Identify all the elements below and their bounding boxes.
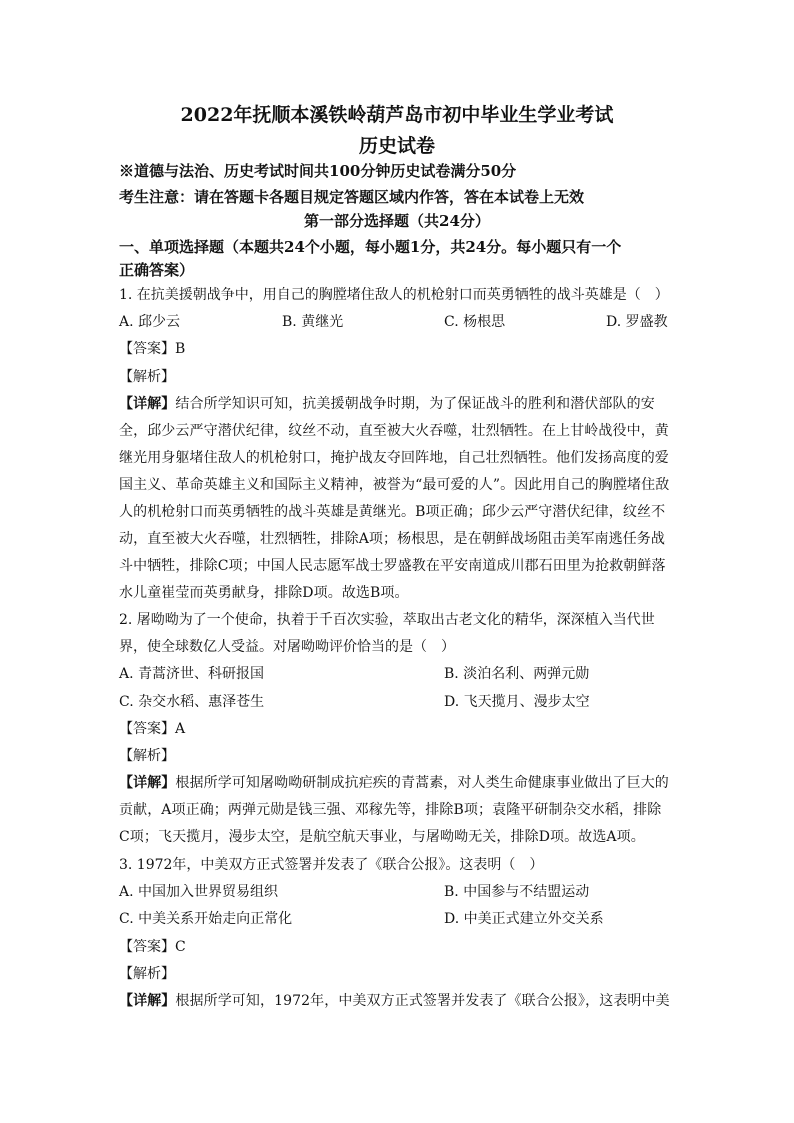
- exam-note-time: ※道德与法治、历史考试时间共100分钟历史试卷满分50分: [119, 162, 517, 180]
- q1-option-b: B. 黄继光: [282, 314, 344, 330]
- q1-detail-text: 结合所学知识可知，抗美援朝战争时期，为了保证战斗的胜利和潜伏部队的安: [175, 396, 655, 412]
- q1-detail-line: 人的机枪射口而英勇牺牲的战斗英雄是黄继光。B项正确；邱少云严守潜伏纪律，纹丝不: [119, 504, 666, 520]
- q1-detail-line: 国主义、革命英雄主义和国际主义精神，被誉为“最可爱的人”。因此用自己的胸膛堵住敌: [119, 477, 670, 493]
- q1-detail-line: 动，直至被大火吞噬，壮烈牺牲，排除A项；杨根思，是在朝鲜战场阻击美军南逃任务战: [119, 531, 666, 547]
- q2-option-a: A. 青蒿济世、科研报国: [119, 666, 265, 682]
- exam-title: 2022年抚顺本溪铁岭葫芦岛市初中毕业生学业考试: [180, 104, 614, 126]
- part-heading: 第一部分选择题（共24分）: [304, 212, 490, 230]
- q3-answer: 【答案】C: [119, 939, 186, 955]
- q2-detail-line: [119, 773, 679, 793]
- q3-option-a: A. 中国加入世界贸易组织: [119, 884, 279, 900]
- q3-detail-tag: 【详解】: [119, 993, 176, 1009]
- q1-analysis-label: 【解析】: [119, 369, 175, 385]
- q1-option-c: C. 杨根思: [444, 314, 506, 330]
- q3-detail-text: 根据所学可知，1972年，中美双方正式签署并发表了《联合公报》，这表明中美: [175, 993, 670, 1009]
- q3-option-d: D. 中美正式建立外交关系: [444, 911, 604, 927]
- q3-detail-line: [119, 991, 679, 1011]
- q3-option-b: B. 中国参与不结盟运动: [444, 884, 590, 900]
- q3-stem: 3. 1972年，中美双方正式签署并发表了《联合公报》。这表明（ ）: [119, 857, 544, 873]
- q2-detail-line: C项；飞天揽月，漫步太空，是航空航天事业，与屠呦呦无关，排除D项。故选A项。: [119, 829, 645, 845]
- q2-option-c: C. 杂交水稻、惠泽苍生: [119, 694, 265, 710]
- q1-stem: 1. 在抗美援朝战争中，用自己的胸膛堵住敌人的机枪射口而英勇牺牲的战斗英雄是（ ）: [119, 287, 669, 303]
- q1-answer: 【答案】B: [119, 341, 186, 357]
- exam-note-instructions: 考生注意：请在答题卡各题目规定答题区域内作答，答在本试卷上无效: [119, 188, 585, 206]
- q2-stem-line1: 2. 屠呦呦为了一个使命，执着于千百次实验，萃取出古老文化的精华，深深植入当代世: [119, 612, 655, 628]
- section-heading-line2: 正确答案）: [119, 261, 195, 279]
- exam-subtitle: 历史试卷: [358, 135, 435, 157]
- q1-detail-line: 水儿童崔莹而英勇献身，排除D项。故选B项。: [119, 585, 409, 601]
- q2-detail-tag: 【详解】: [119, 775, 176, 791]
- q3-option-c: C. 中美关系开始走向正常化: [119, 911, 293, 927]
- q2-answer: 【答案】A: [119, 721, 186, 737]
- q2-stem-line2: 界，使全球数亿人受益。对屠呦呦评价恰当的是（ ）: [119, 639, 455, 655]
- q1-option-d: D. 罗盛教: [606, 314, 668, 330]
- q2-detail-text: 根据所学可知屠呦呦研制成抗疟疾的青蒿素，对人类生命健康事业做出了巨大的: [175, 775, 669, 791]
- q3-analysis-label: 【解析】: [119, 966, 175, 982]
- q1-option-a: A. 邱少云: [119, 314, 181, 330]
- q1-detail-line: [119, 394, 679, 414]
- q2-option-b: B. 淡泊名利、两弹元勋: [444, 666, 590, 682]
- q1-detail-line: 全，邱少云严守潜伏纪律，纹丝不动，直至被大火吞噬，壮烈牺牲。在上甘岭战役中，黄: [119, 423, 669, 439]
- q1-detail-tag: 【详解】: [119, 396, 176, 412]
- q2-option-d: D. 飞天揽月、漫步太空: [444, 694, 590, 710]
- q2-analysis-label: 【解析】: [119, 748, 175, 764]
- q1-detail-line: 斗中牺牲，排除C项；中国人民志愿军战士罗盛教在平安南道成川郡石田里为抢救朝鲜落: [119, 558, 666, 574]
- section-heading-line1: 一、单项选择题（本题共24个小题，每小题1分，共24分。每小题只有一个: [119, 238, 622, 256]
- q1-detail-line: 继光用身躯堵住敌人的机枪射口，掩护战友夺回阵地，自己壮烈牺牲。他们发扬高度的爱: [119, 450, 669, 466]
- q2-detail-line: 贡献，A项正确；两弹元勋是钱三强、邓稼先等，排除B项；袁隆平研制杂交水稻，排除: [119, 802, 662, 818]
